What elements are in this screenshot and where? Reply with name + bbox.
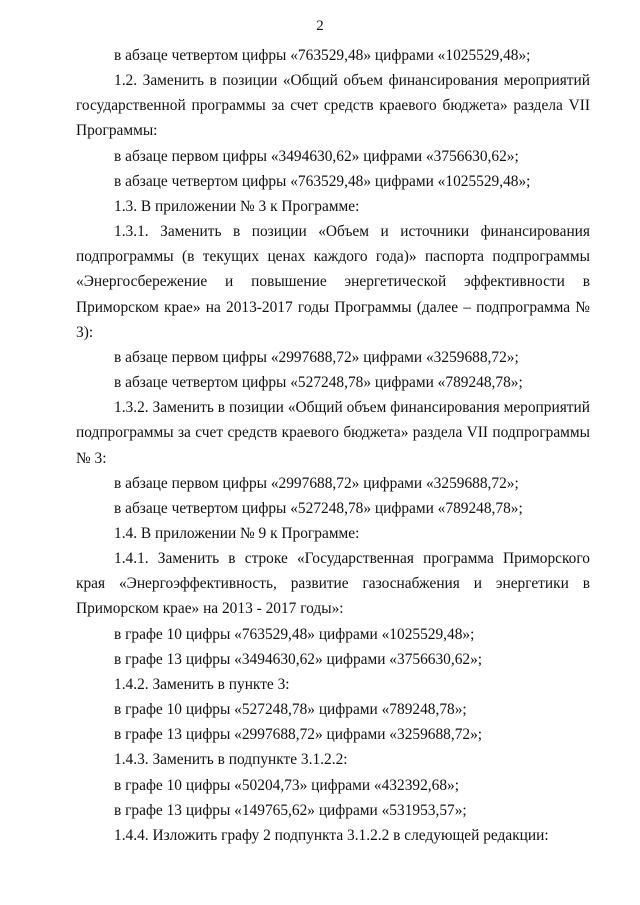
paragraph: в графе 10 цифры «527248,78» цифрами «789248,78»; <box>114 701 467 719</box>
paragraph: в графе 13 цифры «2997688,72» цифрами «3259688,72»; <box>114 726 483 744</box>
paragraph: в абзаце первом цифры «2997688,72» цифрами «3259688,72»; <box>114 348 519 366</box>
paragraph: в абзаце четвертом цифры «763529,48» цифрами «1025529,48»; <box>114 172 531 190</box>
page-number: 2 <box>316 18 324 34</box>
paragraph: в абзаце четвертом цифры «763529,48» цифрами «1025529,48»; <box>114 47 531 64</box>
paragraph: в графе 13 цифры «149765,62» цифрами «531953,57»; <box>114 801 467 819</box>
paragraph: 1.2. Заменить в позиции «Общий объем финансирования мероприятий государственной программы за счет средств краевого бюджета» раздела VII Программы: <box>76 72 590 140</box>
paragraph: 1.3. В приложении № 3 к Программе: <box>114 197 360 215</box>
paragraph: 1.4.4. Изложить графу 2 подпункта 3.1.2.2 в следующей редакции: <box>114 826 549 844</box>
paragraph: 1.4.2. Заменить в пункте 3: <box>114 675 290 693</box>
paragraph: в абзаце четвертом цифры «527248,78» цифрами «789248,78»; <box>114 374 523 392</box>
paragraph: в графе 13 цифры «3494630,62» цифрами «3756630,62»; <box>114 650 483 668</box>
paragraph: в абзаце первом цифры «3494630,62» цифрами «3756630,62»; <box>114 147 519 165</box>
paragraph: 1.4. В приложении № 9 к Программе: <box>114 524 360 542</box>
paragraph: в абзаце первом цифры «2997688,72» цифрами «3259688,72»; <box>114 474 519 492</box>
paragraph: 1.4.1. Заменить в строке «Государственная программа Приморского края «Энергоэффективность, развитие газоснабжения и энергетики в Приморском крае» на 2013 - 2017 годы»: <box>76 550 590 618</box>
document-body <box>76 43 590 848</box>
paragraph: 1.4.3. Заменить в подпункте 3.1.2.2: <box>114 751 348 769</box>
paragraph: в абзаце четвертом цифры «527248,78» цифрами «789248,78»; <box>114 499 523 517</box>
paragraph: в графе 10 цифры «50204,73» цифрами «432392,68»; <box>114 776 459 794</box>
paragraph: 1.3.1. Заменить в позиции «Объем и источники финансирования подпрограммы (в текущих ценах каждого года)» паспорта подпрограммы «Энергосбережение и повышение энергетической эффективности в Приморском крае» на 2013-2017 годы Программы (далее – подпрограмма № 3): <box>76 223 590 341</box>
paragraph: 1.3.2. Заменить в позиции «Общий объем финансирования мероприятий подпрограммы за счет средств краевого бюджета» раздела VII подпрограммы № 3: <box>76 399 590 467</box>
paragraph: в графе 10 цифры «763529,48» цифрами «1025529,48»; <box>114 625 475 643</box>
